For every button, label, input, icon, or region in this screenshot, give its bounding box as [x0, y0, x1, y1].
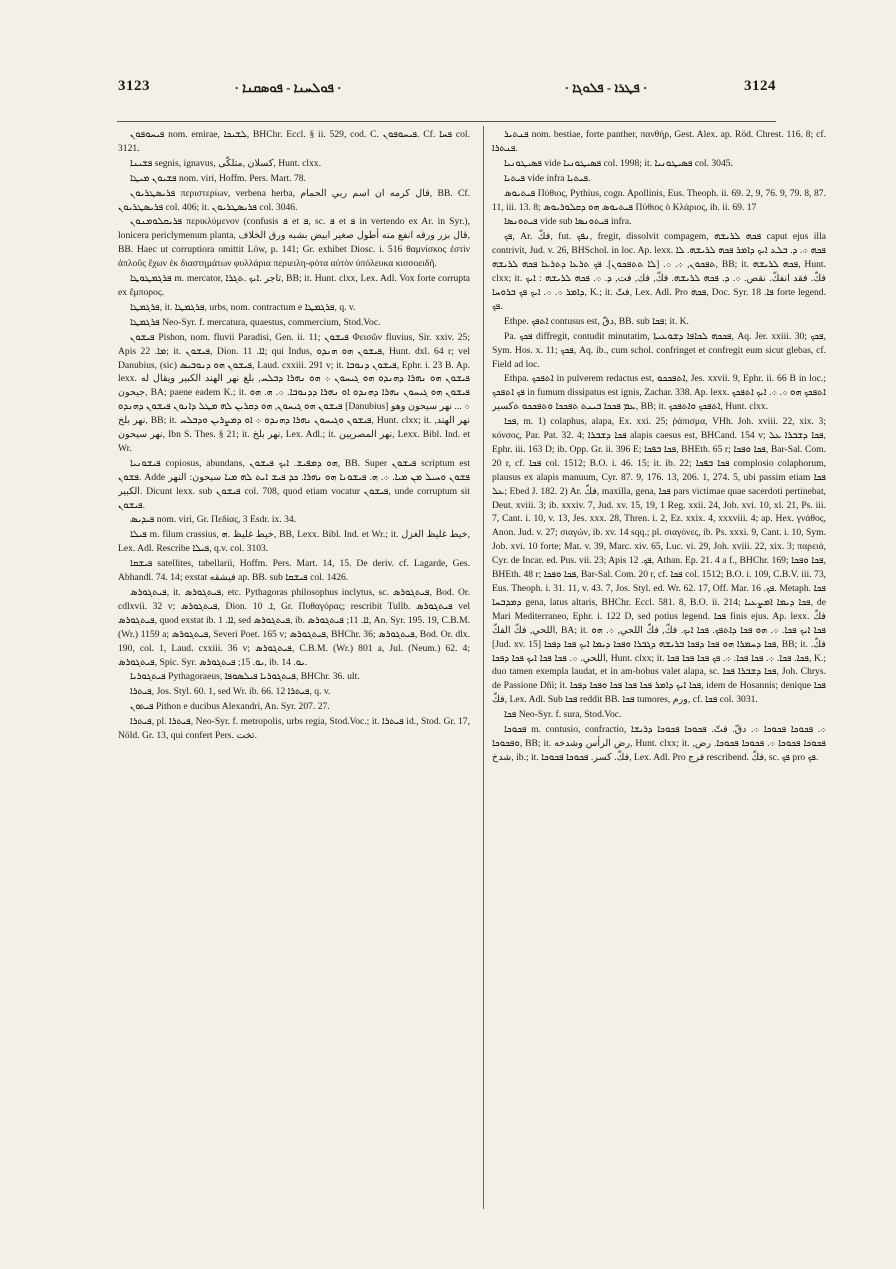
entry: Ethpe. ܐܬܦܟ contusus est, دقّ, BB. sub ܦܟܐ; it. K.	[504, 315, 689, 327]
entry: ܦܢܬܝܪ nom. bestiae, forte panther, πανθήρ, Gest. Alex. ap. Röd. Chrest. 116. 8; cf. ܦܢܬܪܐ.	[492, 129, 826, 154]
entry: ܦܟܐ, m. 1) colaphus, alapa, Ex. xxi. 25; ῥάπισμα, VHh. Joh. xviii. 22, xix. 3; κόνσος, Par. Pat. 32. 4; ܦܟܐ ܕܫܒܪܐ alapis caesus est, BHCand. 154 v; ܦܟܐ ܕܫܒܪܐ ܥܠ, Ephr. iii. 163 D; ib. Opp. Gr. ii. 396 E; ܦܟܐ ܒܦܟܐ, BHEth. 65 r; ܦܟܐ ܘܦܟܐ, Bar-Sal. Com. 20 r, cf. ܦܟܐ col. 1512; B.O. i. 46. 15; it. ib. 22; ܦܟܐ ܒܦܟܐ complosio colaphorum, plausus ex alapis manuum, Cyr. 87. 9, 176. 13, 206. 1, 274. 5, ubi passim etiam ܦܟܐ ܥܠ; Ebed J. 182. 2) Ar. فكّ, maxilla, gena, ܦܟܐ pars victimae quae sacerdoti pertinebat, Deut. xviii. 3; ib. xxxiv. 7, Jud. xv. 15, 19, 1 Reg. xxii. 24, Job. xvi. 10, xl. 21, Ps. iii. 7, Cant. i. 10, v. 13, Jes. xxx. 28, Thren. i. 2, Ez. xxix. 4, xxxviii. 4; ap. Hex. γνάθος, Anon. Jud. v. 27; σιαγών, ib. xv. 14 sqq.; pl. σιαγόνες, ib. Ps. xxxi. 9, Cant. i. 10, Sym. Job. xvi. 10 forte; Mat. v. 39, Marc. xiv. 65, Luc. vi. 29, Joh. xviii. 22, xix. 3; παρειά, Cyr. de Incar. ed. Pus. vii. 23; Apis ܦܟ. 12, Athan. Ep. 21. 4 a f., BHChr. 169; ܦܟܐ ܘܦܟܐ, BHEth. 48 r; ܦܟܐ ܘܦܟܐ, Bar-Sal. Com. 20 r, cf. ܦܟܐ col. 1512; B.O. i. 109, C.B.V. iii. 73, Eus. Theoph. i. 31. 11, v. 43. 7, Jos. Styl. ed. Wr. 62. 17, Off. Mar. ܦܟ. 16. Metaph. ܦܟܐ ܕܡܕܒܚܐ gena, latus altaris, BHChr. Eccl. 581. 8, B.O. ii. 214; ܦܟܐ ܕܝܡܐ ܐܡܨܥܝܐ, de Mari Mediterraneo, Ephr. i. 122 D, sed potius legend. ܦܟܐ finis ejus. Ap. lexx. فكّ اللحي, فكّ الفكّ, BA; it. ܦܟܐ ܐܝܟ ܦܟܐ. ܀. ܗܘ ܦܟܐ ܕܐܬܦܟ. ܦܟܐ ܐܝܟ. فكّ, فكّ اللحي, ܀. ܗܘ [Jud. xv. 15] ܦܟܐ ܕܚܡܪܐ ܗܘ ܦܟܐ ܕܦܟܐ ܒܪܝܫܗ ܕܓܒܪܐ ܘܦܟܐ ܕܝܡܐ ܐܝܟ ܦܟܐ ܕܦܟܐ, BB; it. فكّ. اللحي. ܀. ܦܟܐ ܦܟܐ ܐܝܟ ܦܟܐ ܕܦܟܐ, Hunt. clxx; it. ܦܟܐ. ܦܟܐ. ܀. ܦܟܐ ܦܟܐ. ܀. ܦܟ ܦܟܐ ܦܟܐ ܦܟܐ, K.; duo tamen exempla laudat, et in am-bobus valet alapa, sc. ܦܟܐ ܕܫܒܪܐ ܦܟܐ, Joh. Chrys. de Passione Dñi; it. ܦܟܐ ܐܝܟ ܕܐܡܪ ܦܟܐ ܦܟܐ ܦܟܐ ܘܦܟܐ ܕܦܟܐ, idem de Hosannis; denique ܦܟܐ فكّ, Lex. Adl. Sub ܦܟܐ reddit BB. ܦܟܐ tumores, ورم, cf. ܦܟܐ col. 3031.	[492, 416, 826, 706]
entry: ܦܝܫܘܢܝܐ copiosus, abundans, ܗܘ ܕܡܦܝܫ. ܐܝܟ ܦܝܫܘܢ, BB. Super ܦܝܫܘܢ scriptum est ܦܫܘܢ. Adde ܦܫܘܢ ܘܚܝܠ ܡܢ ܡܝܐ. ܀. ܗ. ܦܝܫܘܢܐ ܗܘ ܢܗܪܐ. ܟܕ ܦܝܫ ܐܝܬ ܠܗ ܡܝܐ سيحون: النهر الكبير. Dicunt lexx. sub ܦܝܫܘܢ col. 708, quod etiam vocatur ܦܝܫܘܢ, unde corruptum sit ܦܝܫܘܢ.	[118, 457, 470, 511]
right-column	[492, 128, 826, 1199]
entry: ܦܣܝܛܘܢܝܐ vide ܦܣܝܛܘܢܝܐ col. 1998; it. ܦܣܝܛܘܢܝܐ col. 3045.	[504, 157, 733, 169]
entry: ܦܝܫܩܐ satellites, tabellarii, Hoffm. Pers. Mart. 14, 15. De deriv. cf. Lagarde, Ges. Abhandl. 74. 14; exstat فيشقه ap. BB. sub ܦܝܫܩܐ col. 1426.	[118, 558, 470, 584]
entry: ܦܪܝܩܠܘܡܢܘܢ περικλύμενον (confusis ܦ et ܦ, sc. ܦ et ܦ in vertendo ex Ar. in Syr.), lonicera periclymenum planta, قال بزر ورقه انفع منه أطول صغير ابيض بشبه ورق الخلاف, BB. Haec ut corruptiora omittit Löw, p. 141; Gr. exhibet Diosc. i. 516 θαμνίσκος ἐστὶν ἁπλοῦς ἔχων ἐκ διαστημάτων φυλλάρια περιειλη-φότα αὐτὸν ὑπόλευκα κισσοειδῆ.	[118, 216, 470, 270]
entry: ܦܫܝܢܐ segnis, ignavus, كسلان ,متلكّى, Hunt. clxx.	[130, 157, 322, 169]
right-running-head: · ܦܛܪܐ - ܦܠܘܓܐ ·	[564, 80, 648, 95]
entry: ܦܝܬܘܢܣܐ vide sub ܦܝܬܘܢܣܐ infra.	[504, 216, 632, 228]
entry: ܦܪܓܡܛܐ, it. ܦܪܓܡܛܐ, urbs, nom. contractum e ܦܪܓܡܛܐ, q. v.	[130, 301, 356, 313]
entry: ܦܝܫܘܢ Pishon, nom. fluvii Paradisi, Gen. ii. 11; ܦܝܫܘܢ Φεισῶν fluvius, Sir. xxiv. 25; Apis ܡܐ. 22; it. ܦܝܫܘܢ, Dion. ܐܐ. 11; qui Indus, ܦܝܫܘܢ ܗܘ ܗܢܕܘ, Hunt. dxl. 64 r; vel Danubius, (sic) ܦܝܫܘܢ ܗܘ ܕܢܘܒܝܣ, Laud. cxxiii. 291 v; it. ܦܝܫܘܢ ܕܢܘܒܐ, Ephr. i. 23 B. Ap. lexx. ܦܝܫܘܢ ܗܘ ܢܗܪܐ ܕܗܢܕܘ ܗܘ ܓܝܚܘܢ ܀ ܗܘ ܢܗܪܐ ܕܒܠܚ, بلغ نهر الهند الكبير ويقال له جيحون, BA; paene eadem K.; it. ܦܝܫܘܢ ܗܘ ܓܝܚܘܢ ܢܗܪܐ ܕܗܢܕܘ ܐܘ ܢܗܪܐ ܕܕܢܘܒܐ. ܀. ܗ. ܗܘ ܦܝܫܘܢ ܗܘ ܓܝܚܘܢ, ܗܘ ܕܩܪܝܢ ܠܗ ܡܛܠ ܕܐܢܘܢ ܦܝܫܘܢ ܕܗܢܕܘ [Danubius] ܀ ... نهر سيحون وهو نهر بلخ, BB; it. ܦܝܫܘܢ ܘܓܝܚܘܢ ܢܗܪܐ ܕܗܢܕܘ ܀ ܐܘ ܕܡܨܪܝܢ ܘܕܒܠܚ, Hunt. clxx; it. نهر الهند, نهر سيحون, Ibn S. Thes. § 21; it. نهر بلخ, Lex. Adl.; it. نهر المصريين, Lexx. Bibl. Ind. et Wr.	[118, 331, 470, 454]
entry: ܦܪܓܡܛܘܛܐ m. mercator, تاجر .ܐܝܟ .ܬܓܪܐ, BB; it. Hunt. clxx, Lex. Adl. Vox forte corrupta ex ἔμπορος.	[118, 273, 470, 298]
header-rule	[117, 121, 776, 122]
entry: Pa. ܦܟܟ diffregit, contudit minutatim, ܦܟܟܗ ܠܟܐܦܐ ܕܫܘܥܝܬܐ, Aq. Jer. xxiii. 30; ܦܟܟ, Sym. Hos. x. 11; ܦܟܟ, Aq. ib., cum schol. confringet et confregit eum sicut glebas, cf. Field ad loc.	[492, 330, 826, 370]
entry: ܦܟ, Ar. فكّ, fut. ܢܦܟ, fregit, dissolvit compagem, ܦܟܗ ܠܪܝܫܗ caput ejus illa contrivit, Jud. v. 26, BHSchol. in loc. Ap. lexx. ܦܟܗ ܀. ܕ. ܒܠܥ ܐܝܟ ܕܐܡܪ ܦܟܗ ܠܪܝܫܗ. ܠܐ ܬܦܟܘܢ, ܀. ܀. [ܠܐ ܬܬܦܟܘܢ]. ܦܟ ܬܪܥܐ ܕܬܪܥܐ ܦܟܗ ܠܪܝܫܗ, BB; it. ܦܟܗ ܠܪܝܫܗ, Hunt. clxx; it. فكّ. فقد انفكّ. نقص. ܀. ܕ. ܦܟܗ ܠܪܝܫܗ. فكّ, فك, فت, ܕ. ܀. ܦܟܗ ܠܪܝܫܗ : ܐܝܟ ܕܐܡܪ ܀. ܀. ܐܝܟ ܦܟ ܒܪܘܚܐ, K.; it. فتّ, Lex. Adl. Pro ܦܟܗ, Doc. Syr. ܦܐ. 18 forte legend. ܦܟ.	[492, 231, 826, 312]
page-header	[118, 78, 776, 108]
entry: ܦܪܓܡܛܐ Neo-Syr. f. mercatura, quaestus, commercium, Stod.Voc.	[130, 316, 381, 328]
column-divider	[483, 126, 484, 1209]
entry: ܦܪܝܣܛܪܝܘܢ περιστερίων, verbena herba, قال كرمه ان اسم ربي الحمام, BB. Cf. ܦܪܝܣܛܪܝܘܢ col. 406; it. ܦܪܝܣܛܪܝܘܢ col. 3046.	[118, 187, 470, 213]
entry: ܦܟܐ Neo-Syr. f. sura, Stod.Voc.	[504, 709, 622, 721]
entry: Ethpa. ܐܬܦܟܟ in pulverem redactus est, ܐܬܦܟܟܘ, Jes. xxvii. 9, Ephr. ii. 66 B in loc.; ܦܟ ܐܬܦܟܟ in fumum dissipatus est ignis, Zachar. 338. Ap. lexx. ܐܬܦܟܟ ܗܘ ܀. ܀. ܐܝܟ ܐܬܦܟܟ ܥܡ ܦܟܟܐ ܒܝܢܬ ܬܦܟܟܐ ܘܬܦܟܟܘ ܬكسير, BB; it. ܐܬܦܟܟ ܘܐܬܦܟܟ, Hunt. clxx.	[492, 373, 826, 413]
entry: ܦܫܝܘܢ ܡܝܛܐ nom. viri, Hoffm. Pers. Mart. 78.	[130, 172, 306, 184]
entry: ܦܝܬܝܘܣ Πύθιος, Pythius, cogn. Apollinis, Eus. Theoph. ii. 69. 2, 9, 76. 9, 79. 8, 87. 11, iii. 13. 8; ܦܝܬܝܘܣ ܗܘ ܕܩܠܘܪܝܘܣ Πύθιος ὁ Κλάριος, ib. ii. 69. 17	[492, 187, 826, 213]
entry: ܦܝܠܐ m. filum crassius, خيط غليظ .ܗ, BB, Lexx. Bibl. Ind. et Wr.; it. خيط غليظ الغزل, Lex. Adl. Rescribe ܦܝܠܐ, q.v. col. 3103.	[118, 529, 470, 555]
left-running-head: · ܦܘܠܚܢܐ - ܦܘܣܩܢܐ ·	[234, 80, 342, 95]
entry: ܦܝܕܝܣ nom. viri, Gr. Πεδίας, 3 Esdr. ix. 34.	[130, 514, 297, 526]
right-page-number: 3124	[744, 78, 776, 94]
entry: ܦܝܬܘܢ Pithon e ducibus Alexandri, An. Syr. 207. 27.	[130, 701, 330, 713]
entry: ܦܝܚܘܦܘܢ nom. emirae, ܠܫܝܟܐ, BHChr. Eccl. § ii. 529, cod. C. ܦܝܚܘܦܘܢ. Cf. ܦܚܐ col. 3121.	[118, 129, 470, 154]
entry: ܦܝܬܓܘܪܣ, it. ܦܝܬܓܘܪܣ, etc. Pythagoras philosophus inclytus, sc. ܦܝܬܓܘܪܣ, Bod. Or. cdlxvii. 32 v; ܦܝܬܓܘܪܣ, Dion. ܐ. 10, Gr. Πυθαγόρας; rescribit Tullb. ܦܝܬܓܘܪܣ vel ܦܝܬܓܘܪܣ, quod exstat ib. ܐܐ. 1, sed ܦܝܬܓܘܪܣ, ib. ܐܐ. 11; ܦܝܬܓܘܪܣ, An. Syr. 195. 19, C.B.M. (Wr.) 1159 a; ܦܝܬܓܘܪܣ, Severi Poet. 165 v; ܦܝܬܓܘܪܣ, BHChr. 36; ܦܝܬܓܘܪܣ, Bod. Or. dlx. 190, col. 1, Laud. cxxiii. 36 v; ܦܝܬܓܘܪܣ, C.B.M. (Wr.) 801 a, Jul. (Neum.) 62. 4; ܦܝܬܓܘܪܣ, Spic. Syr. ܝܘ. 15; ܦܝܬܓܘܪܣ, ib. ܝܘ. 14.	[118, 587, 470, 668]
left-column	[118, 128, 470, 1199]
entry: ܦܝܬܪܐ, pl. ܦܝܬܪܐ, Neo-Syr. f. metropolis, urbs regia, Stod.Voc.; it. ܦܝܬܪܐ id., Stod. Gr. 17, Nöld. Gr. 13, qui confert Pers. تخت.	[118, 716, 470, 742]
entry: ܦܝܬܪܐ, Jos. Styl. 60. 1, sed Wr. ib. 66. 12 ܦܝܬܪܐ, q. v.	[130, 686, 331, 698]
left-page-number: 3123	[118, 78, 150, 94]
entry: ܦܝܬܝܐ vide infra ܦܝܬܝܐ.	[504, 172, 591, 184]
entry: ܦܝܬܓܘܪܝܐ Pythagoraeus, ܦܝܬܓܘܪܝܐ ܦܝܠܣܘܦܐ, BHChr. 36. ult.	[130, 671, 360, 683]
entry: ܦܟܘܟܐ m. contusio, confractio, ܀. ܦܟܘܟܐ ܦܟܘܟܐ ܀. دقّ. فتّ. ܦܟܘܟܐ ܦܟܘܟܐ ܕܪܝܫܐ ܘܦܟܘܟܐ, BB; it. رض الرأس وشدخه, Hunt. clxx; it. ܦܟܘܟܐ ܦܟܘܟܐ ܀. ܦܟܘܟܐ ܦܟܘܟܐ. رض, شدخ, ib.; it. فكّ. كسر. ܦܟܘܟܐ ܦܟܘܟܐ, Lex. Adl. Pro فرج rescribend. فكّ, sc. ܦܟ pro ܦܟ.	[492, 724, 826, 763]
